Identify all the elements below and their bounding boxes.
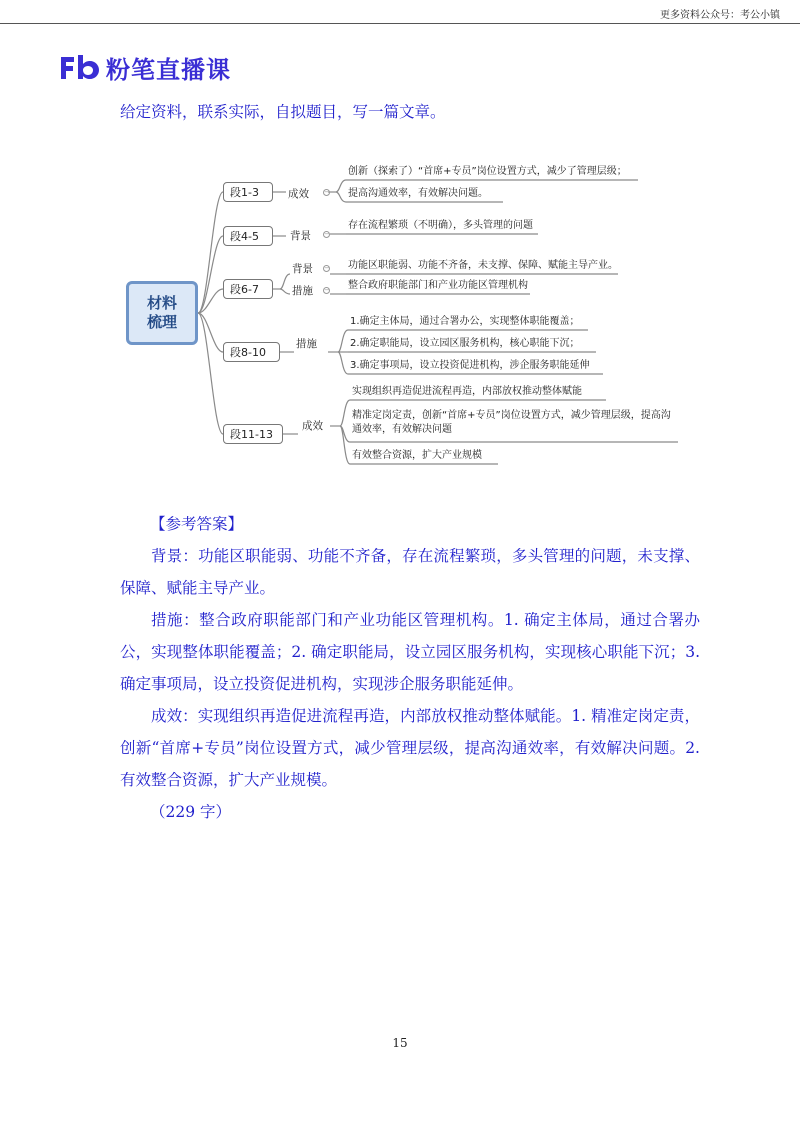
header-rule (0, 23, 800, 24)
answer-paragraph-measures: 措施：整合政府职能部门和产业功能区管理机构。1. 确定主体局，通过合署办公，实现整体职能覆盖；2. 确定职能局，设立园区服务机构，实现核心职能下沉；3. 确定事项局，设立投资促进机构，实现涉企服务职能延伸。 (120, 611, 700, 693)
root-line-1: 材料 (146, 294, 177, 312)
segment-node: 段1-3 (223, 182, 273, 202)
leaf-item: 提高沟通效率，有效解决问题。 (348, 188, 488, 199)
root-line-2: 梳理 (146, 313, 177, 331)
word-count: （229 字） (150, 803, 232, 821)
leaf-item: 整合政府职能部门和产业功能区管理机构 (348, 280, 528, 291)
leaf-item: 1.确定主体局，通过合署办公，实现整体职能覆盖； (350, 316, 580, 327)
page-number: 15 (392, 1036, 408, 1050)
segment-node: 段4-5 (223, 226, 273, 246)
leaf-item: 2.确定职能局，设立园区服务机构，核心职能下沉； (350, 338, 580, 349)
answer-paragraph-results: 成效：实现组织再造促进流程再造，内部放权推动整体赋能。1. 精准定岗定责，创新“首席+专员”岗位设置方式，减少管理层级，提高沟通效率，有效解决问题。2. 有效整合资源，扩大产业规模。 (120, 707, 700, 789)
group-label: 成效 (288, 188, 309, 200)
answer-paragraph-background: 背景：功能区职能弱、功能不齐备，存在流程繁琐，多头管理的问题，未支撑、保障、赋能主导产业。 (120, 547, 700, 597)
segment-node: 段8-10 (223, 342, 280, 362)
leaf-item: 功能区职能弱、功能不齐备，未支撑、保障、赋能主导产业。 (348, 260, 618, 271)
mind-map-root (126, 281, 198, 345)
leaf-item: 创新（探索了）“首席+专员”岗位设置方式，减少了管理层级； (348, 166, 627, 177)
reference-answer (120, 508, 700, 828)
collapse-icon: − (324, 188, 330, 196)
collapse-icon: − (324, 286, 330, 294)
group-label: 成效 (302, 420, 323, 432)
intro-text: 给定资料，联系实际，自拟题目，写一篇文章。 (120, 103, 446, 121)
brand-header (58, 52, 231, 82)
group-label: 背景 (290, 230, 311, 242)
collapse-icon: − (324, 230, 330, 238)
top-note: 更多资料公众号：考公小镇 (660, 10, 780, 21)
group-label: 背景 (292, 263, 313, 275)
leaf-item: 存在流程繁琐（不明确），多头管理的问题 (348, 220, 533, 231)
segment-node: 段11-13 (223, 424, 283, 444)
leaf-item: 3.确定事项局，设立投资促进机构，涉企服务职能延伸 (350, 360, 590, 371)
group-label: 措施 (292, 285, 313, 297)
collapse-icon: − (324, 264, 330, 272)
brand-name: 粉笔直播课 (106, 55, 231, 84)
segment-node: 段6-7 (223, 279, 273, 299)
mind-map (118, 148, 688, 480)
leaf-item: 实现组织再造促进流程再造，内部放权推动整体赋能 (352, 386, 582, 397)
leaf-item: 精准定岗定责，创新“首席+专员”岗位设置方式，减少管理层级，提高沟通效率，有效解决问题 (352, 410, 671, 435)
group-label: 措施 (296, 338, 317, 350)
fb-logo-icon (58, 53, 102, 81)
leaf-item: 有效整合资源，扩大产业规模 (352, 450, 482, 461)
answer-heading: 【参考答案】 (150, 515, 244, 533)
